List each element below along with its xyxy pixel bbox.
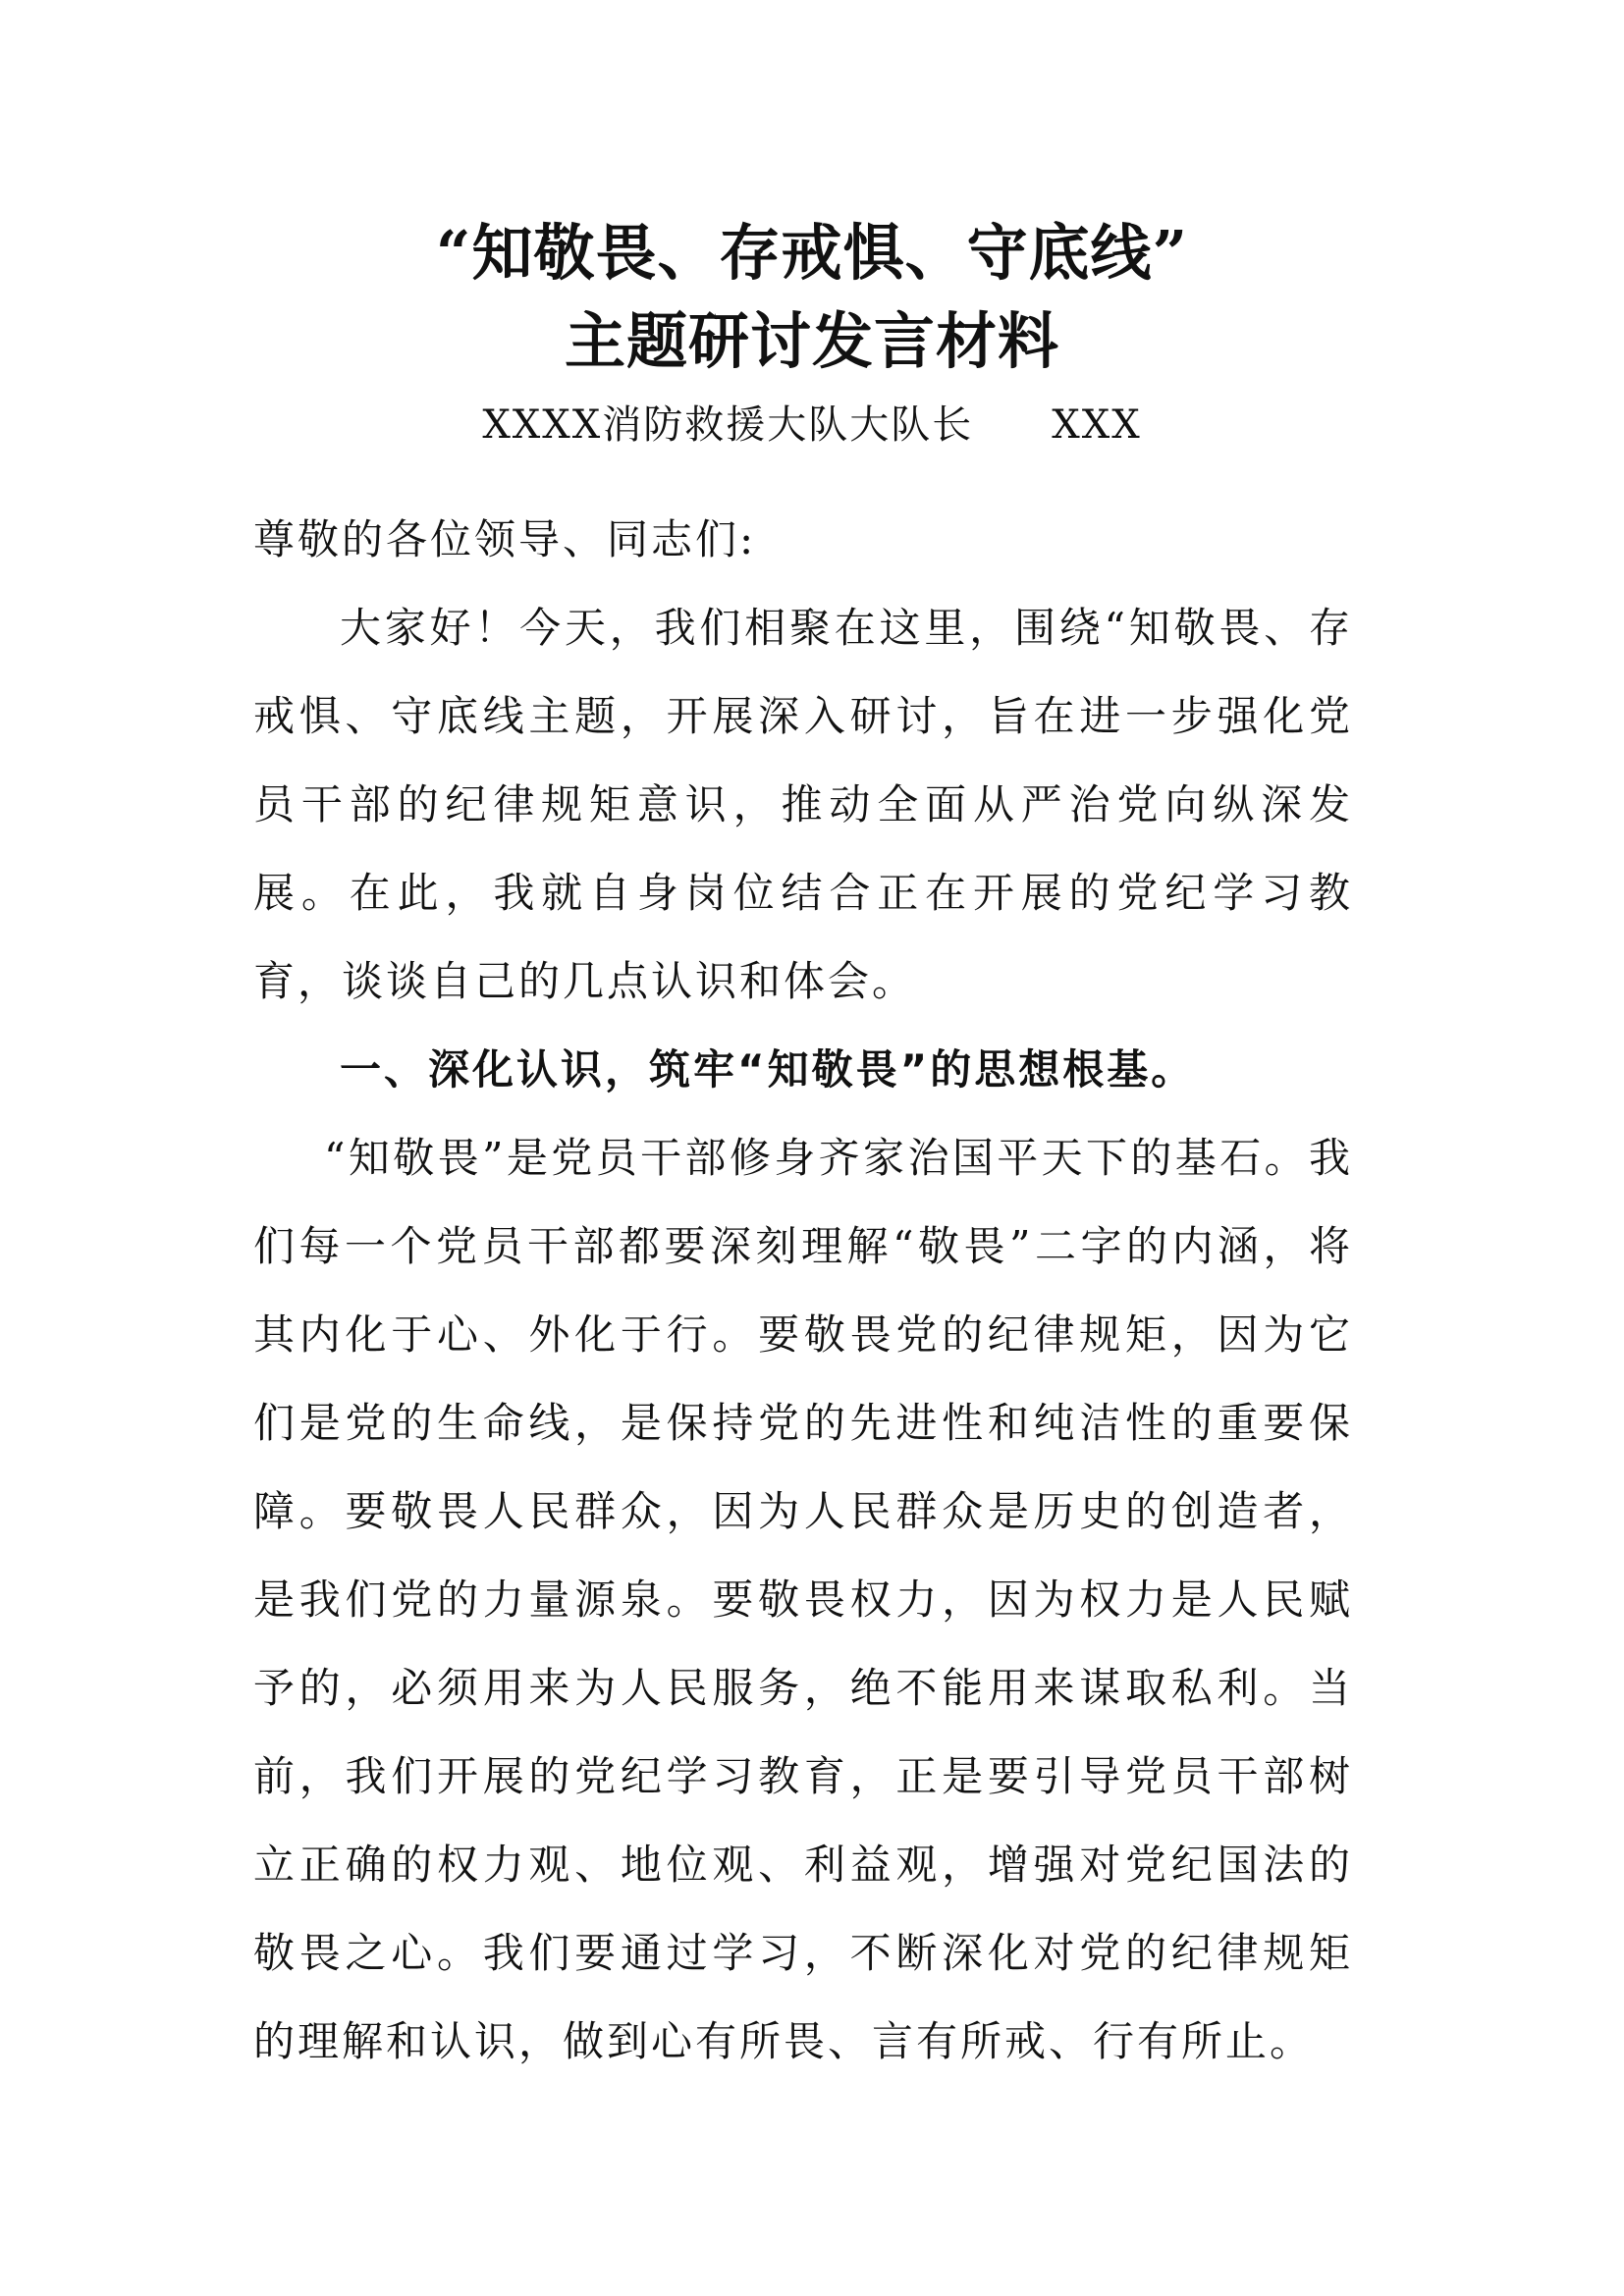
section-1-paragraph: “知敬畏”是党员干部修身齐家治国平天下的基石。我们每一个党员干部都要深刻理解“敬畏”二字的内涵，将其内化于心、外化于行。要敬畏党的纪律规矩，因为它们是党的生命线，是保持党的先进性和纯洁性的重要保障。要敬畏人民群众，因为人民群众是历史的创造者，是我们党的力量源泉。要敬畏权力，因为权力是人民赋予的，必须用来为人民服务，绝不能用来谋取私利。当前，我们开展的党纪学习教育，正是要引导党员干部树立正确的权力观、地位观、利益观，增强对党纪国法的敬畏之心。我们要通过学习，不断深化对党的纪律规矩的理解和认识，做到心有所畏、言有所戒、行有所止。 — [253, 1134, 1353, 2065]
document-title-line-2: 主题研讨发言材料 — [564, 305, 1059, 377]
byline-organization: XXXX消防救援大队大队长 — [482, 402, 974, 448]
byline — [0, 398, 1624, 453]
document-title-line-1: “知敬畏、存戒惧、守底线” — [435, 217, 1189, 289]
byline-name: XXX — [1052, 402, 1142, 448]
intro-paragraph: 大家好！今天，我们相聚在这里，围绕“知敬畏、存戒惧、守底线主题，开展深入研讨，旨在进一步强化党员干部的纪律规矩意识，推动全面从严治党向纵深发展。在此，我就自身岗位结合正在开展的党纪学习教育，谈谈自己的几点认识和体会。 — [253, 604, 1353, 1005]
section-1-heading: 一、深化认识，筑牢“知敬畏”的思想根基。 — [340, 1045, 1196, 1094]
salutation: 尊敬的各位领导、同志们: — [253, 515, 757, 563]
document-body — [253, 496, 1353, 2086]
